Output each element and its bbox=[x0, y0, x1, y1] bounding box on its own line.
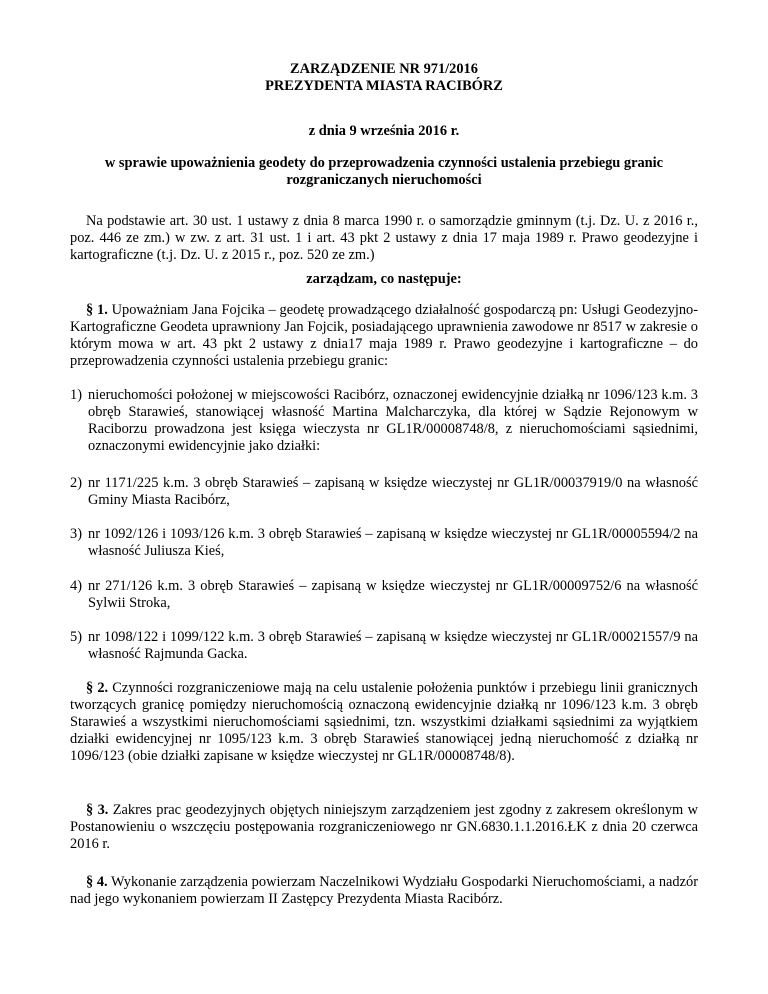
list-item-text: nieruchomości położonej w miejscowości Racibórz, oznaczonej ewidencyjnie działką nr 1096/123 k.m. 3 obręb Starawieś, stanowiącej własność Martina Malcharczyka, dla której w Sądzie Rejonowym w Raciborzu prowadzona jest księga wieczysta nr GL1R/00008748/8, z nieruchomościami sąsiednimi, oznaczonymi ewidencyjnie jako działki: bbox=[88, 387, 698, 454]
list-item bbox=[70, 387, 698, 455]
document-issuer: PREZYDENTA MIASTA RACIBÓRZ bbox=[265, 78, 503, 94]
list-item bbox=[70, 629, 698, 663]
legal-basis-paragraph: Na podstawie art. 30 ust. 1 ustawy z dnia 8 marca 1990 r. o samorządzie gminnym (t.j. Dz. U. z 2016 r., poz. 446 ze zm.) w zw. z art. 31 ust. 1 i art. 43 pkt 2 ustawy z dnia 17 maja 1989 r. Prawo geodezyjne i kartograficzne (t.j. Dz. U. z 2015 r., poz. 520 ze zm.) bbox=[70, 213, 698, 263]
list-item-number: 4) bbox=[70, 578, 82, 594]
order-heading: zarządzam, co następuje: bbox=[306, 271, 462, 287]
list-item-number: 3) bbox=[70, 526, 82, 542]
list-item bbox=[70, 475, 698, 509]
section-4-text: Wykonanie zarządzenia powierzam Naczelnikowi Wydziału Gospodarki Nieruchomościami, a nadzór nad jego wykonaniem powierzam II Zastępcy Prezydenta Miasta Racibórz. bbox=[70, 874, 698, 907]
list-item-text: nr 1171/225 k.m. 3 obręb Starawieś – zapisaną w księdze wieczystej nr GL1R/00037919/0 na własność Gminy Miasta Racibórz, bbox=[88, 475, 698, 508]
section-3 bbox=[70, 802, 698, 853]
list-item-number: 5) bbox=[70, 629, 82, 645]
section-2 bbox=[70, 680, 698, 765]
document-title: ZARZĄDZENIE NR 971/2016 bbox=[290, 61, 478, 77]
section-1-label: § 1. bbox=[86, 302, 108, 318]
list-item-text: nr 1098/122 i 1099/122 k.m. 3 obręb Starawieś – zapisaną w księdze wieczystej nr GL1R/00021557/9 na własność Rajmunda Gacka. bbox=[88, 629, 698, 662]
list-item bbox=[70, 526, 698, 560]
section-4-label: § 4. bbox=[86, 874, 108, 890]
document-date: z dnia 9 września 2016 r. bbox=[308, 123, 460, 139]
list-item bbox=[70, 578, 698, 612]
list-item-text: nr 1092/126 i 1093/126 k.m. 3 obręb Starawieś – zapisaną w księdze wieczystej nr GL1R/00005594/2 na własność Juliusza Kieś, bbox=[88, 526, 698, 559]
section-3-text: Zakres prac geodezyjnych objętych niniejszym zarządzeniem jest zgodny z zakresem określonym w Postanowieniu o wszczęciu postępowania rozgraniczeniowego nr GN.6830.1.1.2016.ŁK z dnia 20 czerwca 2016 r. bbox=[70, 802, 698, 852]
section-1 bbox=[70, 302, 698, 370]
list-item-number: 1) bbox=[70, 387, 82, 403]
section-2-text: Czynności rozgraniczeniowe mają na celu ustalenie położenia punktów i przebiegu linii granicznych tworzących granicę pomiędzy nieruchomością oznaczoną ewidencyjnie działką nr 1096/123 k.m. 3 obręb Starawieś a wszystkimi nieruchomościami sąsiednimi, tzn. wszystkimi działkami sąsiednimi za wyjątkiem działki ewidencyjnej nr 1095/123 k.m. 3 obręb Starawieś stanowiącej jedną nieruchomość z działką nr 1096/123 (obie działki zapisane w księdze wieczystej nr GL1R/00008748/8). bbox=[70, 680, 698, 764]
document-subject: w sprawie upoważnienia geodety do przeprowadzenia czynności ustalenia przebiegu granic rozgraniczanych nieruchomości bbox=[104, 155, 664, 188]
list-item-text: nr 271/126 k.m. 3 obręb Starawieś – zapisaną w księdze wieczystej nr GL1R/00009752/6 na własność Sylwii Stroka, bbox=[88, 578, 698, 611]
section-2-label: § 2. bbox=[86, 680, 109, 696]
section-4 bbox=[70, 874, 698, 908]
list-item-number: 2) bbox=[70, 475, 82, 491]
section-1-text: Upoważniam Jana Fojcika – geodetę prowadzącego działalność gospodarczą pn: Usługi Geodezyjno-Kartograficzne Geodeta uprawniony Jan Fojcik, posiadającego uprawnienia zawodowe nr 8517 w zakresie o którym mowa w art. 43 pkt 2 ustawy z dnia17 maja 1989 r. Prawo geodezyjne i kartograficzne – do przeprowadzenia czynności ustalenia przebiegu granic: bbox=[70, 302, 698, 369]
section-3-label: § 3. bbox=[86, 802, 109, 818]
